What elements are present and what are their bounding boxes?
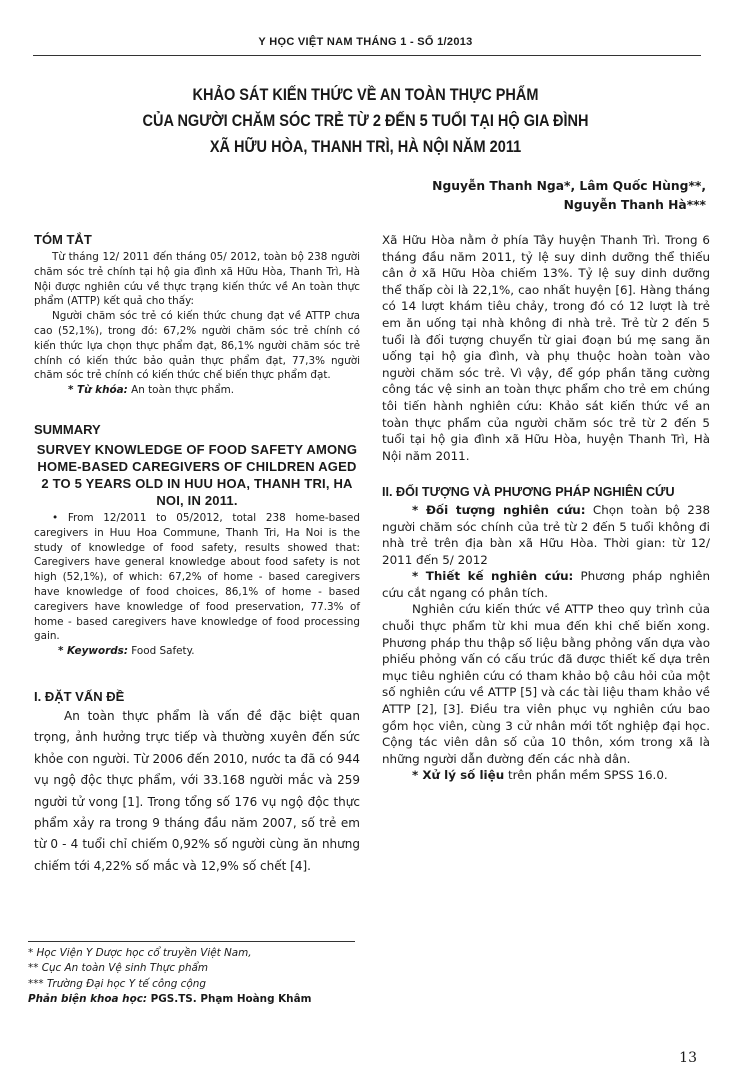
design-text: Phương pháp nghiên cứu cắt ngang có phân tích. (382, 569, 711, 600)
subjects-text: Chọn toàn bộ 238 người chăm sóc chính của trẻ từ 2 đến 5 tuổi không đi nhà trẻ trên địa bàn xã Hữu Hòa. Thời gian: từ 12/ 2011 đến 5/ 2012 (382, 502, 711, 567)
reviewer-line (28, 992, 368, 1007)
summary-heading: SUMMARY (34, 421, 101, 437)
page-number: 13 (679, 1050, 697, 1066)
summary-paragraph-1: • From 12/2011 to 05/2012, total 238 home-based caregivers in Huu Hoa Commune, Thanh Tri, Ha Noi is the study of knowledge of food safety, results showed that: Caregivers have general knowledge about food safety is not high (52,1%), of which: 67,2% of home - based caregivers have knowledge of food choices, 86,1% of home - based caregivers have knowledge of food preservation, 77.3% of home - based caregivers have knowledge of food processing gain. (34, 511, 360, 643)
summary-abstract (34, 511, 360, 659)
footnote-3: *** Trường Đại học Y tế công cộng (28, 977, 206, 990)
authors-line-1: Nguyễn Thanh Nga*, Lâm Quốc Hùng**, (432, 179, 706, 193)
authors-line-2: Nguyễn Thanh Hà*** (563, 198, 706, 212)
author-list (432, 177, 706, 215)
reviewer-name: PGS.TS. Phạm Hoàng Khâm (147, 993, 312, 1006)
title-line-1: KHẢO SÁT KIẾN THỨC VỀ AN TOÀN THỰC PHẨM (192, 86, 539, 104)
section-1-body (34, 706, 360, 877)
tomtat-abstract (34, 250, 360, 398)
header-rule (33, 55, 701, 56)
footnote-1: * Học Viện Y Dược học cổ truyền Việt Nam, (28, 947, 252, 959)
tomtat-keywords-label: * Từ khóa: (68, 384, 128, 397)
summary-keywords (34, 644, 360, 659)
article-title (60, 82, 671, 160)
summary-keywords-label: * Keywords: (58, 645, 128, 658)
intro-continued (382, 232, 710, 464)
tomtat-keywords-text: An toàn thực phẩm. (127, 384, 235, 397)
footnote-2: ** Cục An toàn Vệ sinh Thực phẩm (28, 962, 209, 975)
reviewer-label: Phản biện khoa học: (28, 993, 148, 1006)
tomtat-paragraph-1: Từ tháng 12/ 2011 đến tháng 05/ 2012, toàn bộ 238 người chăm sóc trẻ chính tại hộ gia đình xã Hữu Hòa, Thanh Trì, Hà Nội được nghiên cứu về thực trạng kiến thức về An toàn thực phẩm (ATTP) kết quả cho thấy: (34, 251, 360, 308)
summary-keywords-text: Food Safety. (128, 645, 195, 658)
title-line-3: XÃ HỮU HÒA, THANH TRÌ, HÀ NỘI NĂM 2011 (209, 138, 522, 156)
footnote-rule (28, 941, 355, 942)
summary-title: SURVEY KNOWLEDGE OF FOOD SAFETY AMONG HOME-BASED CAREGIVERS OF CHILDREN AGED 2 TO 5 YEARS OLD IN HUU HOA, THANH TRI, HA NOI, IN 2011. (36, 441, 358, 508)
section-1-heading: I. ĐẶT VẤN ĐỀ (34, 688, 125, 704)
analysis-text: trên phần mềm SPSS 16.0. (504, 768, 668, 783)
design-paragraph (382, 568, 710, 601)
tomtat-paragraph-2: Người chăm sóc trẻ có kiến thức chung đạt về ATTP chưa cao (52,1%), trong đó: 67,2% người chăm sóc trẻ chính có kiến thức lựa chọn thực phẩm đạt, 86,1% người chăm sóc trẻ chính có kiến thức bảo quản thực phẩm đạt, 77,3% người chăm sóc trẻ chính có kiến thức chế biến thực phẩm đạt. (34, 310, 360, 382)
design-label: * Thiết kế nghiên cứu: (412, 569, 574, 584)
analysis-paragraph (382, 767, 710, 784)
subjects-label: * Đối tượng nghiên cứu: (412, 502, 586, 517)
tomtat-keywords (34, 383, 360, 398)
section-1-paragraph-1: An toàn thực phẩm là vấn đề đặc biệt quan trọng, ảnh hưởng trực tiếp và thường xuyên đến sức khỏe con người. Từ 2006 đến 2010, nước ta đã có 944 vụ ngộ độc thực phẩm, với 33.168 người mắc và 259 người tử vong [1]. Trong tổng số 176 vụ ngộ độc thực phẩm xảy ra trong 9 tháng đầu năm 2007, số trẻ em từ 0 - 4 tuổi chỉ chiếm 0,92% số người cùng ăn nhưng chiếm tới 4,22% số mắc và 12,9% số chết [4]. (34, 708, 360, 873)
left-column (34, 232, 360, 877)
footnotes (28, 946, 368, 1008)
subjects-paragraph (382, 502, 710, 568)
analysis-label: * Xử lý số liệu (412, 768, 505, 783)
title-line-2: CỦA NGƯỜI CHĂM SÓC TRẺ TỪ 2 ĐẾN 5 TUỔI TẠI HỘ GIA ĐÌNH (142, 112, 589, 130)
section-2-heading: II. ĐỐI TƯỢNG VÀ PHƯƠNG PHÁP NGHIÊN CỨU (382, 485, 675, 500)
tomtat-heading: TÓM TẮT (34, 232, 92, 247)
section-2-body (382, 502, 710, 784)
intro-paragraph: Xã Hữu Hòa nằm ở phía Tây huyện Thanh Trì. Trong 6 tháng đầu năm 2011, tỷ lệ suy dinh dưỡng thể thiếu cân ở xã Hữu Hòa chiếm 13%. Tỷ lệ suy dinh dưỡng thể thấp còi là 22,1%, cao nhất huyện [6]. Hàng tháng có 14 lượt khám tiêu chảy, trong đó có 12 lượt là trẻ em ăn uống tại nhà không đi nhà trẻ. Trẻ từ 2 đến 5 tuổi là đối tượng chuyển từ giai đoạn bú mẹ sang ăn uống tại hộ gia đình, và phụ thuộc hoàn toàn vào người chăm sóc trẻ. Vì vậy, để góp phần tăng cường công tác vệ sinh an toàn thực phẩm cho trẻ em chúng tôi tiến hành nghiên cứu: Khảo sát kiến thức về an toàn thực phẩm của người chăm sóc trẻ từ 2 đến 5 tuổi tại hộ gia đình xã Hữu Hòa, huyện Thanh Trì, Hà Nội năm 2011. (382, 233, 710, 463)
methods-paragraph: Nghiên cứu kiến thức về ATTP theo quy trình của chuỗi thực phẩm từ khi mua đến khi chế biến xong. Phương pháp thu thập số liệu bằng phỏng vấn dựa vào phiếu phỏng vấn có cấu trúc đã được thiết kế dựa trên mục tiêu nghiên cứu có tham khảo bộ câu hỏi của một số nghiên cứu về ATTP [5] và các tài liệu tham khảo về ATTP [2], [3]. Điều tra viên phục vụ nghiên cứu bao gồm học viên, cùng 3 cử nhân mới tốt nghiệp đại học. Cộng tác viên dân số của 10 thôn, xóm trong xã là những người dẫn đường đến các nhà dân. (382, 602, 710, 766)
right-column (382, 232, 710, 784)
running-header: Y HỌC VIỆT NAM THÁNG 1 - SỐ 1/2013 (258, 36, 473, 48)
